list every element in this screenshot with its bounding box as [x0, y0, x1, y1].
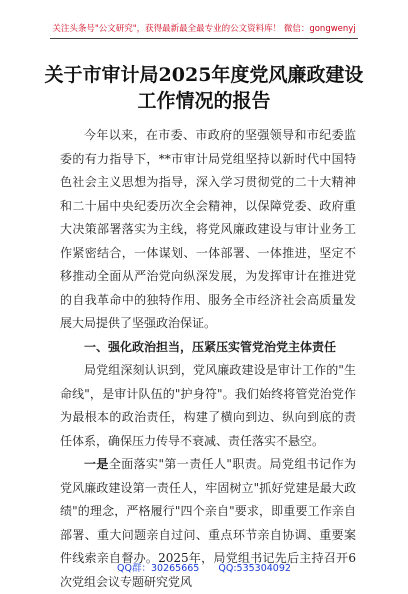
paragraph-lead: 一是 — [84, 457, 109, 471]
footer-qq: QQ:535304092 — [218, 563, 291, 574]
section-heading: 一、强化政治担当，压紧压实管党治党主体责任 — [84, 339, 337, 354]
section-paragraph: 局党组深刻认识到，党风廉政建设是审计工作的"生命线"，是审计队伍的"护身符"。我们始终将管党治党作为最根本的政治责任，构建了横向到边、纵向到底的责任体系，确保压力传导不衰减、责任落实不悬空。 — [60, 363, 356, 448]
document-title: 关于市审计局2025年度党风廉政建设工作情况的报告 — [44, 64, 364, 112]
header-divider — [50, 38, 358, 39]
intro-paragraph: 今年以来，在市委、市政府的坚强领导和市纪委监委的有力指导下，**市审计局党组坚持以新时代中国特色社会主义思想为指导，深入学习贯彻党的二十大精神和二十届中央纪委历次全会精神，以保障党委、政府重大决策部署落实为主线，将党风廉政建设与审计业务工作紧密结合，一体谋划、一体部署、一体推进，坚定不移推动全面从严治党向纵深发展，为发挥审计在推进党的自我革命中的独特作用、服务全市经济社会高质量发展大局提供了坚强政治保证。 — [60, 128, 356, 330]
paragraph-text: 全面落实"第一责任人"职责。局党组书记作为党风廉政建设第一责任人，牢固树立"抓好党建是最大政绩"的理念，严格履行"四个亲自"要求，即重要工作亲自部署、重大问题亲自过问、重点环节亲自协调、重要案件线索亲自督办。2025年，局党组书记先后主持召开6次党组会议专题研究党风 — [60, 457, 356, 589]
document-body — [60, 124, 356, 594]
footer-qq-group: QQ群：30265665 — [117, 563, 200, 574]
footer — [0, 560, 408, 574]
header-banner: 关注头条号"公文研究"，获得最新最全最专业的公文资料库！ 微信：gongwenyj — [52, 24, 356, 34]
